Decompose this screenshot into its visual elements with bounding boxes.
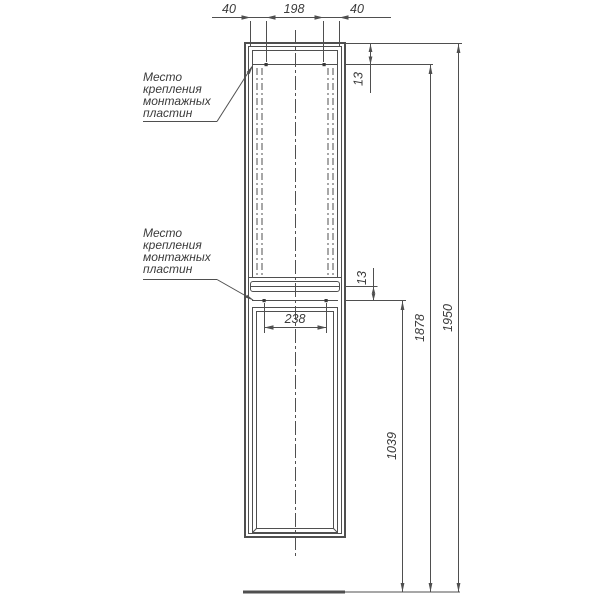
dim-label-top-right-40: 40 — [350, 2, 364, 16]
dim-label-238: 238 — [284, 312, 306, 326]
dim-label-1878: 1878 — [413, 314, 427, 342]
arrowhead — [265, 325, 274, 329]
lower-plate-point-left — [263, 299, 266, 302]
cabinet-body — [245, 30, 345, 557]
top-dimension-group — [212, 2, 391, 62]
note-line: пластин — [143, 262, 193, 276]
dim-label-13-top: 13 — [351, 72, 366, 86]
arrowhead — [457, 583, 461, 592]
arrowhead — [369, 57, 373, 65]
dimension-1878 — [413, 65, 432, 593]
arrowhead — [429, 65, 433, 74]
arrowhead — [315, 15, 324, 19]
note-upper-mounting-plates — [143, 66, 253, 122]
note-line: крепления — [143, 238, 202, 252]
arrowhead — [372, 287, 376, 294]
upper-plate-point-left — [265, 63, 268, 66]
note-line: Место — [143, 226, 183, 240]
note-line: монтажных — [143, 250, 211, 264]
dim-label-1950: 1950 — [441, 304, 455, 332]
offset-13-bottom — [355, 268, 375, 301]
arrowhead — [372, 294, 376, 301]
arrowhead — [401, 301, 405, 310]
dim-label-13-bottom: 13 — [355, 271, 369, 285]
arrowhead — [267, 15, 276, 19]
offset-13-top — [352, 44, 373, 94]
leader-arrowhead — [245, 295, 254, 301]
arrowhead — [318, 325, 327, 329]
lower-plate-point-right — [325, 299, 328, 302]
upper-plate-point-right — [323, 63, 326, 66]
arrowhead — [242, 15, 251, 19]
note-line: Место — [143, 70, 183, 84]
arrowhead — [369, 44, 373, 52]
door-corner-tick-right — [334, 529, 338, 533]
door-corner-tick-left — [253, 529, 257, 533]
arrowhead — [457, 44, 461, 53]
dim-label-top-198: 198 — [283, 2, 305, 16]
dim-label-1039: 1039 — [385, 432, 399, 460]
arrowhead — [429, 583, 433, 592]
dimension-1039 — [385, 301, 404, 593]
note-lower-mounting-plates — [143, 226, 254, 301]
arrowhead — [340, 15, 349, 19]
arrowhead — [401, 583, 405, 592]
note-line: пластин — [143, 106, 193, 120]
dim-label-top-left-40: 40 — [222, 2, 236, 16]
note-line: монтажных — [143, 94, 211, 108]
dimension-1950 — [441, 44, 460, 593]
leader-line — [217, 67, 252, 122]
note-line: крепления — [143, 82, 202, 96]
